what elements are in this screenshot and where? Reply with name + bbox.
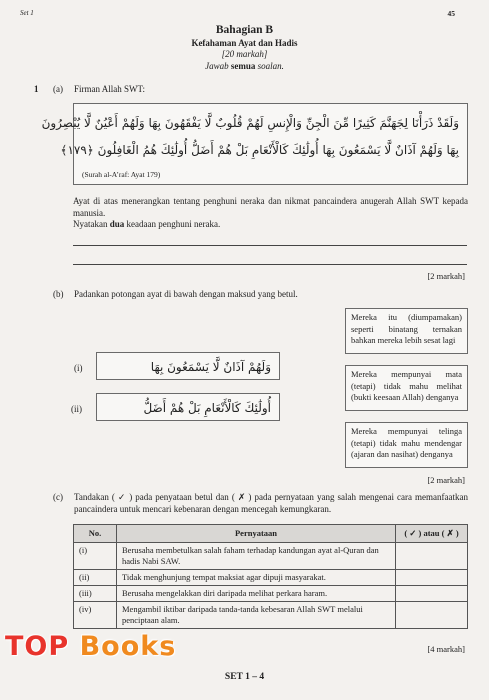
part-b-item-label-1: (i) (74, 363, 83, 373)
arabic-phrase-2-text: أُولَٰئِكَ كَالْأَنْعَامِ بَلْ هُمْ أَضَلُّ (143, 401, 271, 415)
page-footer: SET 1 – 4 (224, 672, 265, 682)
meaning-box-1[interactable]: Mereka itu (diumpamakan) seperti binatang ternakan bahkan mereka lebih sesat lagi (345, 308, 468, 354)
arabic-phrase-1-text: وَلَهُمْ آذَانٌ لَّا يَسْمَعُونَ بِهَا (150, 360, 271, 374)
part-a-label: (a) (53, 84, 63, 94)
row-statement: Tidak menghunjung tempat maksiat agar dipuji masyarakat. (117, 570, 396, 586)
meaning-box-3[interactable]: Mereka mempunyai telinga (tetapi) tidak mahu mendengar (ajaran dan nasihat) denganya (345, 422, 468, 468)
verse-box (41, 103, 468, 185)
meaning-box-2[interactable]: Mereka mempunyai mata (tetapi) tidak mahu melihat (bukti keesaan Allah) denganya (345, 365, 468, 411)
table-row (74, 543, 468, 570)
part-b-marks: [2 markah] (427, 475, 465, 485)
statement-table (73, 524, 468, 629)
part-c-marks: [4 markah] (427, 644, 465, 654)
answer-line-2[interactable] (73, 264, 467, 265)
row-number: (ii) (74, 570, 117, 586)
question-number: 1 (34, 84, 39, 94)
part-c-intro: Tandakan ( ✓ ) pada penyataan betul dan ( ✗ ) pada pernyataan yang salah mengenai cara memanfaatkan pancaindera untuk mencari kebenaran dengan mencegah kemungkaran. (74, 492, 468, 514)
part-b-item-label-2: (ii) (71, 404, 82, 414)
row-answer-cell[interactable] (396, 602, 468, 629)
table-header-no: No. (74, 525, 117, 543)
row-answer-cell[interactable] (396, 570, 468, 586)
row-number: (iii) (74, 586, 117, 602)
row-number: (iv) (74, 602, 117, 629)
set-label: Set 1 (20, 9, 34, 17)
part-a-text: Ayat di atas menerangkan tentang penghuni neraka dan nikmat pancaindera anugerah Allah SWT kepada manusia. (73, 196, 468, 218)
verse-line-2: بِهَا وَلَهُمْ آذَانٌ لَّا يَسْمَعُونَ بِهَا أُولَٰئِكَ كَالْأَنْعَامِ بَلْ هُمْ أَضَلُّ أُولَٰئِكَ هُمُ الْغَافِلُونَ ﴿١٧٩﴾ (60, 143, 459, 157)
table-header-answer: ( ✓ ) atau ( ✗ ) (396, 525, 468, 543)
row-answer-cell[interactable] (396, 543, 468, 570)
part-a-marks: [2 markah] (427, 271, 465, 281)
verse-line-1: وَلَقَدْ ذَرَأْنَا لِجَهَنَّمَ كَثِيرًا مِّنَ الْجِنِّ وَالْإِنسِ لَهُمْ قُلُوبٌ لَّا يَفْقَهُونَ بِهَا وَلَهُمْ أَعْيُنٌ لَّا يُبْصِرُونَ (41, 116, 459, 130)
row-number: (i) (74, 543, 117, 570)
section-title: Bahagian B (215, 24, 274, 36)
row-statement: Berusaha mengelakkan diri daripada melihat perkara haram. (117, 586, 396, 602)
section-subtitle: Kefahaman Ayat dan Hadis (191, 38, 298, 48)
table-row (74, 586, 468, 602)
row-statement: Mengambil iktibar daripada tanda-tanda kebesaran Allah SWT melalui penciptaan alam. (117, 602, 396, 629)
part-a-question: Nyatakan dua keadaan penghuni neraka. (73, 219, 221, 229)
part-a-intro: Firman Allah SWT: (74, 84, 146, 94)
part-c-label: (c) (53, 492, 63, 502)
section-instruction: Jawab semua soalan. (205, 61, 284, 71)
answer-line-1[interactable] (73, 245, 467, 246)
part-b-intro: Padankan potongan ayat di bawah dengan maksud yang betul. (74, 289, 298, 299)
arabic-phrase-1[interactable] (96, 352, 280, 380)
section-marks: [20 markah] (221, 49, 268, 59)
verse-reference: (Surah al-A’raf: Ayat 179) (82, 170, 161, 179)
table-header-statement: Pernyataan (117, 525, 396, 543)
row-statement: Berusaha membetulkan salah faham terhadap kandungan ayat al-Quran dan hadis Nabi SAW. (117, 543, 396, 570)
row-answer-cell[interactable] (396, 586, 468, 602)
topbooks-watermark-logo: TOP Books (5, 631, 177, 662)
part-b-label: (b) (53, 289, 64, 299)
table-row (74, 602, 468, 629)
table-row (74, 570, 468, 586)
page-number: 45 (447, 9, 455, 18)
arabic-phrase-2[interactable] (96, 393, 280, 421)
